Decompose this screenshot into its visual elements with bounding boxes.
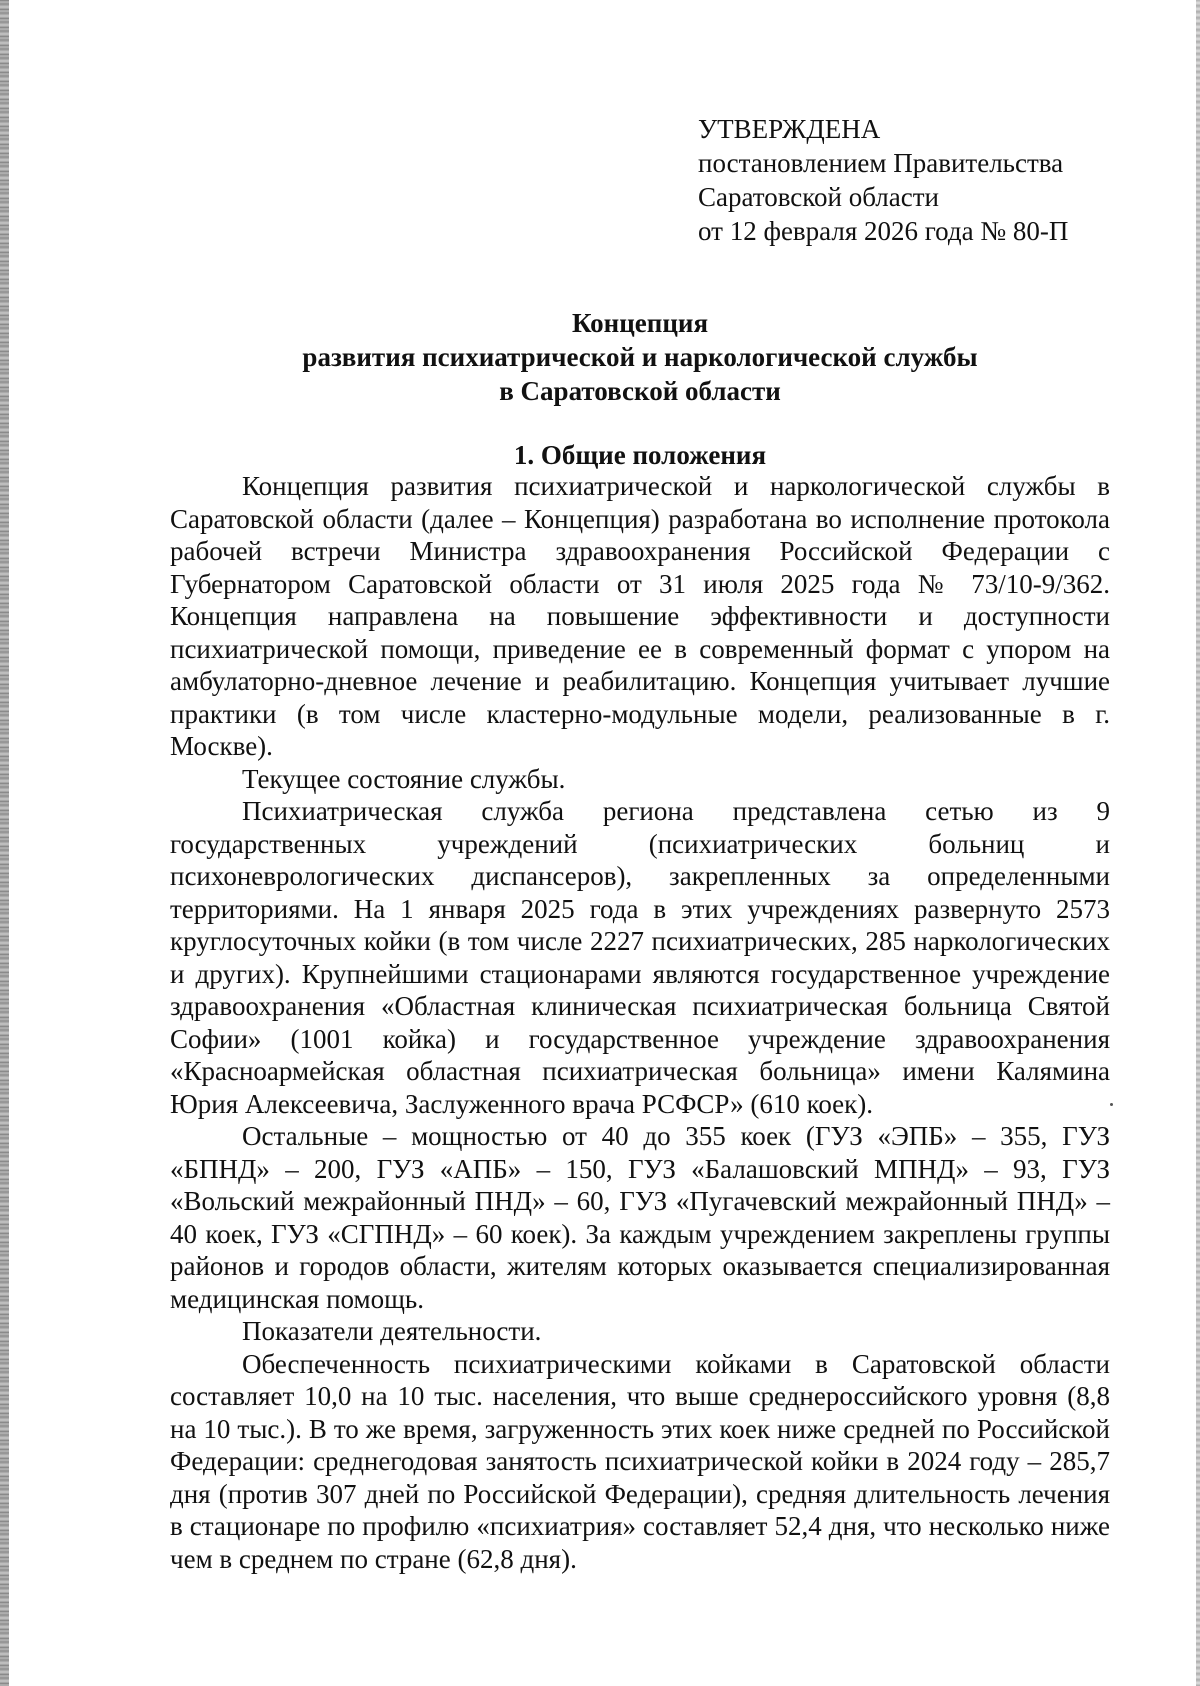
scan-edge-right: [1196, 0, 1200, 1686]
scan-speck: [1110, 1103, 1113, 1106]
paragraph-intro: Концепция развития психиатрической и наркологической службы в Саратовской области (далее – Концепция) разработана во исполнение протокола рабочей встречи Министра здравоохранения Российской Федерации с Губернатором Саратовской области от 31 июля 2025 года № 73/10-9/362. Концепция направлена на повышение эффективности и доступности психиатрической помощи, приведение ее в современный формат с упором на амбулаторно-дневное лечение и реабилитацию. Концепция учитывает лучшие практики (в том числе кластерно-модульные модели, реализованные в г. Москве).: [170, 471, 1110, 761]
approval-heading: УТВЕРЖДЕНА: [698, 114, 881, 144]
paragraph-bed-provision: Обеспеченность психиатрическими койками в Саратовской области составляет 10,0 на 10 тыс. населения, что выше среднероссийского уровня (8,8 на 10 тыс.). В то же время, загруженность этих коек ниже средней по Российской Федерации: среднегодовая занятость психиатрической койки в 2024 году – 285,7 дня (против 307 дней по Российской Федерации), средняя длительность лечения в стационаре по профилю «психиатрия» составляет 52,4 дня, что несколько ниже чем в среднем по стране (62,8 дня).: [170, 1348, 1110, 1574]
approval-line-3: от 12 февраля 2026 года № 80-П: [698, 216, 1069, 246]
approval-line-2: Саратовской области: [698, 182, 939, 212]
paragraph-other-institutions: Остальные – мощностью от 40 до 355 коек (ГУЗ «ЭПБ» – 355, ГУЗ «БПНД» – 200, ГУЗ «АПБ» – 150, ГУЗ «Балашовский МПНД» – 93, ГУЗ «Вольский межрайонный ПНД» – 60, ГУЗ «Пугачевский межрайонный ПНД» – 40 коек, ГУЗ «СГПНД» – 60 коек). За каждым учреждением закреплены группы районов и городов области, жителям которых оказывается специализированная медицинская помощь.: [170, 1121, 1110, 1314]
paragraph-current-state-label: Текущее состояние службы.: [242, 763, 566, 794]
scan-edge-left: [0, 0, 9, 1686]
title-line-3: в Саратовской области: [499, 376, 781, 406]
document-title: [170, 306, 1110, 408]
title-line-1: Концепция: [571, 308, 709, 338]
section-heading: 1. Общие положения: [513, 440, 767, 470]
approval-stamp-block: [698, 112, 1068, 248]
section-body: [170, 470, 1110, 1575]
paragraph-service-network: Психиатрическая служба региона представлена сетью из 9 государственных учреждений (психиатрических больниц и психоневрологических диспансеров), закрепленных за определенными территориями. На 1 января 2025 года в этих учреждениях развернуто 2573 круглосуточных койки (в том числе 2227 психиатрических, 285 наркологических и других). Крупнейшими стационарами являются государственное учреждение здравоохранения «Областная клиническая психиатрическая больница Святой Софии» (1001 койка) и государственное учреждение здравоохранения «Красноармейская областная психиатрическая больница» имени Калямина Юрия Алексеевича, Заслуженного врача РСФСР» (610 коек).: [170, 796, 1110, 1119]
approval-line-1: постановлением Правительства: [698, 148, 1064, 178]
title-line-2: развития психиатрической и наркологической службы: [302, 342, 978, 372]
paragraph-indicators-label: Показатели деятельности.: [242, 1316, 542, 1346]
